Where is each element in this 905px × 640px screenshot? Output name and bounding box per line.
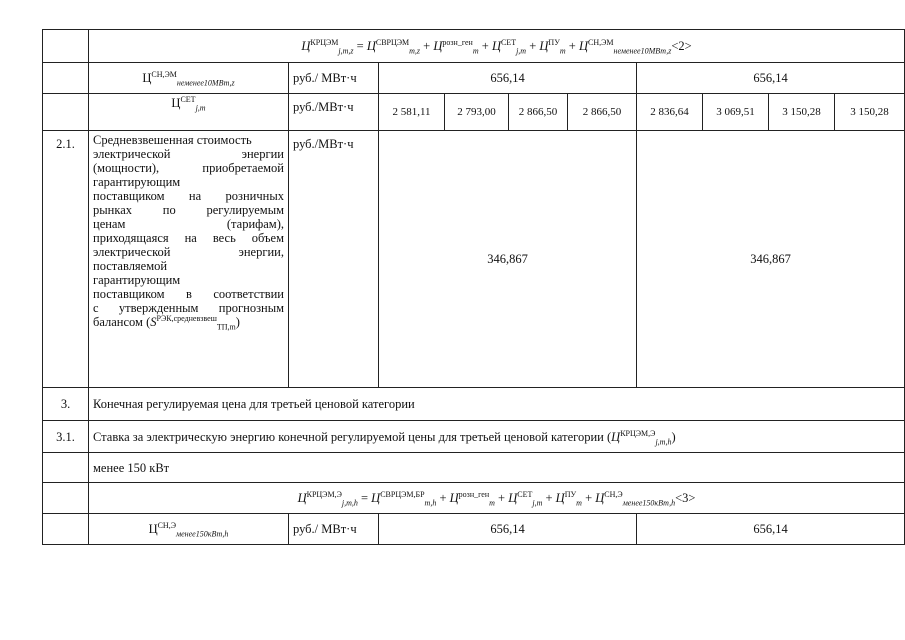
row-set (43, 94, 905, 131)
category-label: менее 150 кВт (89, 453, 905, 483)
symbol-set: $Ц^{СЕТ}_{j,m}$ (89, 94, 289, 131)
row-number: 3.1. (43, 421, 89, 453)
desc-line: ценам (тарифам), (93, 217, 284, 231)
row-2-1 (43, 131, 905, 388)
value-left: 346,867 (379, 131, 637, 388)
desc-line: гарантирующим (93, 273, 181, 287)
value-cell: 2 581,11 (379, 94, 445, 131)
symbol-sn-em: $Ц^{СН,ЭМ}_{неменее10МВт,z}$ (89, 63, 289, 94)
desc-line: электрической энергии (93, 147, 284, 161)
value-cell: 2 836,64 (637, 94, 703, 131)
num-cell-empty (43, 30, 89, 63)
row-description (89, 131, 289, 388)
value-right: 346,867 (637, 131, 905, 388)
value-cell: 2 866,50 (509, 94, 568, 131)
row-sn-e (43, 514, 905, 545)
desc-line: поставщиком на розничных (93, 189, 284, 203)
num-cell-empty (43, 453, 89, 483)
tariff-table (42, 29, 905, 545)
desc-line: Средневзвешенная стоимость (93, 133, 252, 147)
value-left: 656,14 (379, 514, 637, 545)
value-cell: 3 150,28 (835, 94, 905, 131)
row-3 (43, 388, 905, 421)
unit-cell: руб./ МВт·ч (289, 514, 379, 545)
section-subtitle: Ставка за электрическую энергию конечной регулируемой цены для третьей ценовой категории $(Ц^{КРЦЭМ,Э}_{j,m,h})$ (89, 421, 905, 453)
unit-cell: руб./МВт·ч (289, 131, 379, 388)
unit-cell: руб./ МВт·ч (289, 63, 379, 94)
row-less-150 (43, 453, 905, 483)
section-title: Конечная регулируемая цена для третьей ценовой категории (89, 388, 905, 421)
formula-2: $Ц^{КРЦЭМ}_{j,m,z} = Ц^{СВРЦЭМ}_{m,z} + Ц^{розн\_ген}_m + Ц^{СЕТ}_{j,m} + Ц^{ПУ}_m + Ц^{СН,ЭМ}_{неменее10МВт,z}<2>$ (89, 30, 905, 63)
value-cell: 3 150,28 (769, 94, 835, 131)
desc-line: поставщиком в соответствии (93, 287, 284, 301)
value-cell: 3 069,51 (703, 94, 769, 131)
desc-line: с утвержденным прогнозным (93, 301, 284, 315)
formula-row-3 (43, 483, 905, 514)
symbol-sn-e: $Ц^{СН,Э}_{менее150кВт,h}$ (89, 514, 289, 545)
unit-cell: руб./МВт·ч (289, 94, 379, 131)
num-cell-empty (43, 514, 89, 545)
value-right: 656,14 (637, 63, 905, 94)
formula-row-2 (43, 30, 905, 63)
value-right: 656,14 (637, 514, 905, 545)
desc-line: рынках по регулируемым (93, 203, 284, 217)
desc-line: электрической энергии, (93, 245, 284, 259)
desc-line-last: балансом $(S^{РЭК,средневзвеш}_{ТП,m})$ (93, 313, 240, 332)
row-sn-em (43, 63, 905, 94)
num-cell-empty (43, 63, 89, 94)
desc-line: приходящаяся на весь объем (93, 231, 284, 245)
formula-3: $Ц^{КРЦЭМ,Э}_{j,m,h} = Ц^{СВРЦЭМ,БР}_{m,h} + Ц^{розн\_ген}_m + Ц^{СЕТ}_{j,m} + Ц^{ПУ}_m + Ц^{СН,Э}_{менее150кВт,h}<3>$ (89, 483, 905, 514)
desc-line: (мощности), приобретаемой (93, 161, 284, 175)
value-cell: 2 793,00 (445, 94, 509, 131)
num-cell-empty (43, 94, 89, 131)
desc-line: гарантирующим (93, 175, 181, 189)
row-number: 3. (43, 388, 89, 421)
num-cell-empty (43, 483, 89, 514)
row-number: 2.1. (43, 131, 89, 388)
row-3-1 (43, 421, 905, 453)
value-left: 656,14 (379, 63, 637, 94)
desc-line: поставляемой (93, 259, 168, 273)
value-cell: 2 866,50 (568, 94, 637, 131)
